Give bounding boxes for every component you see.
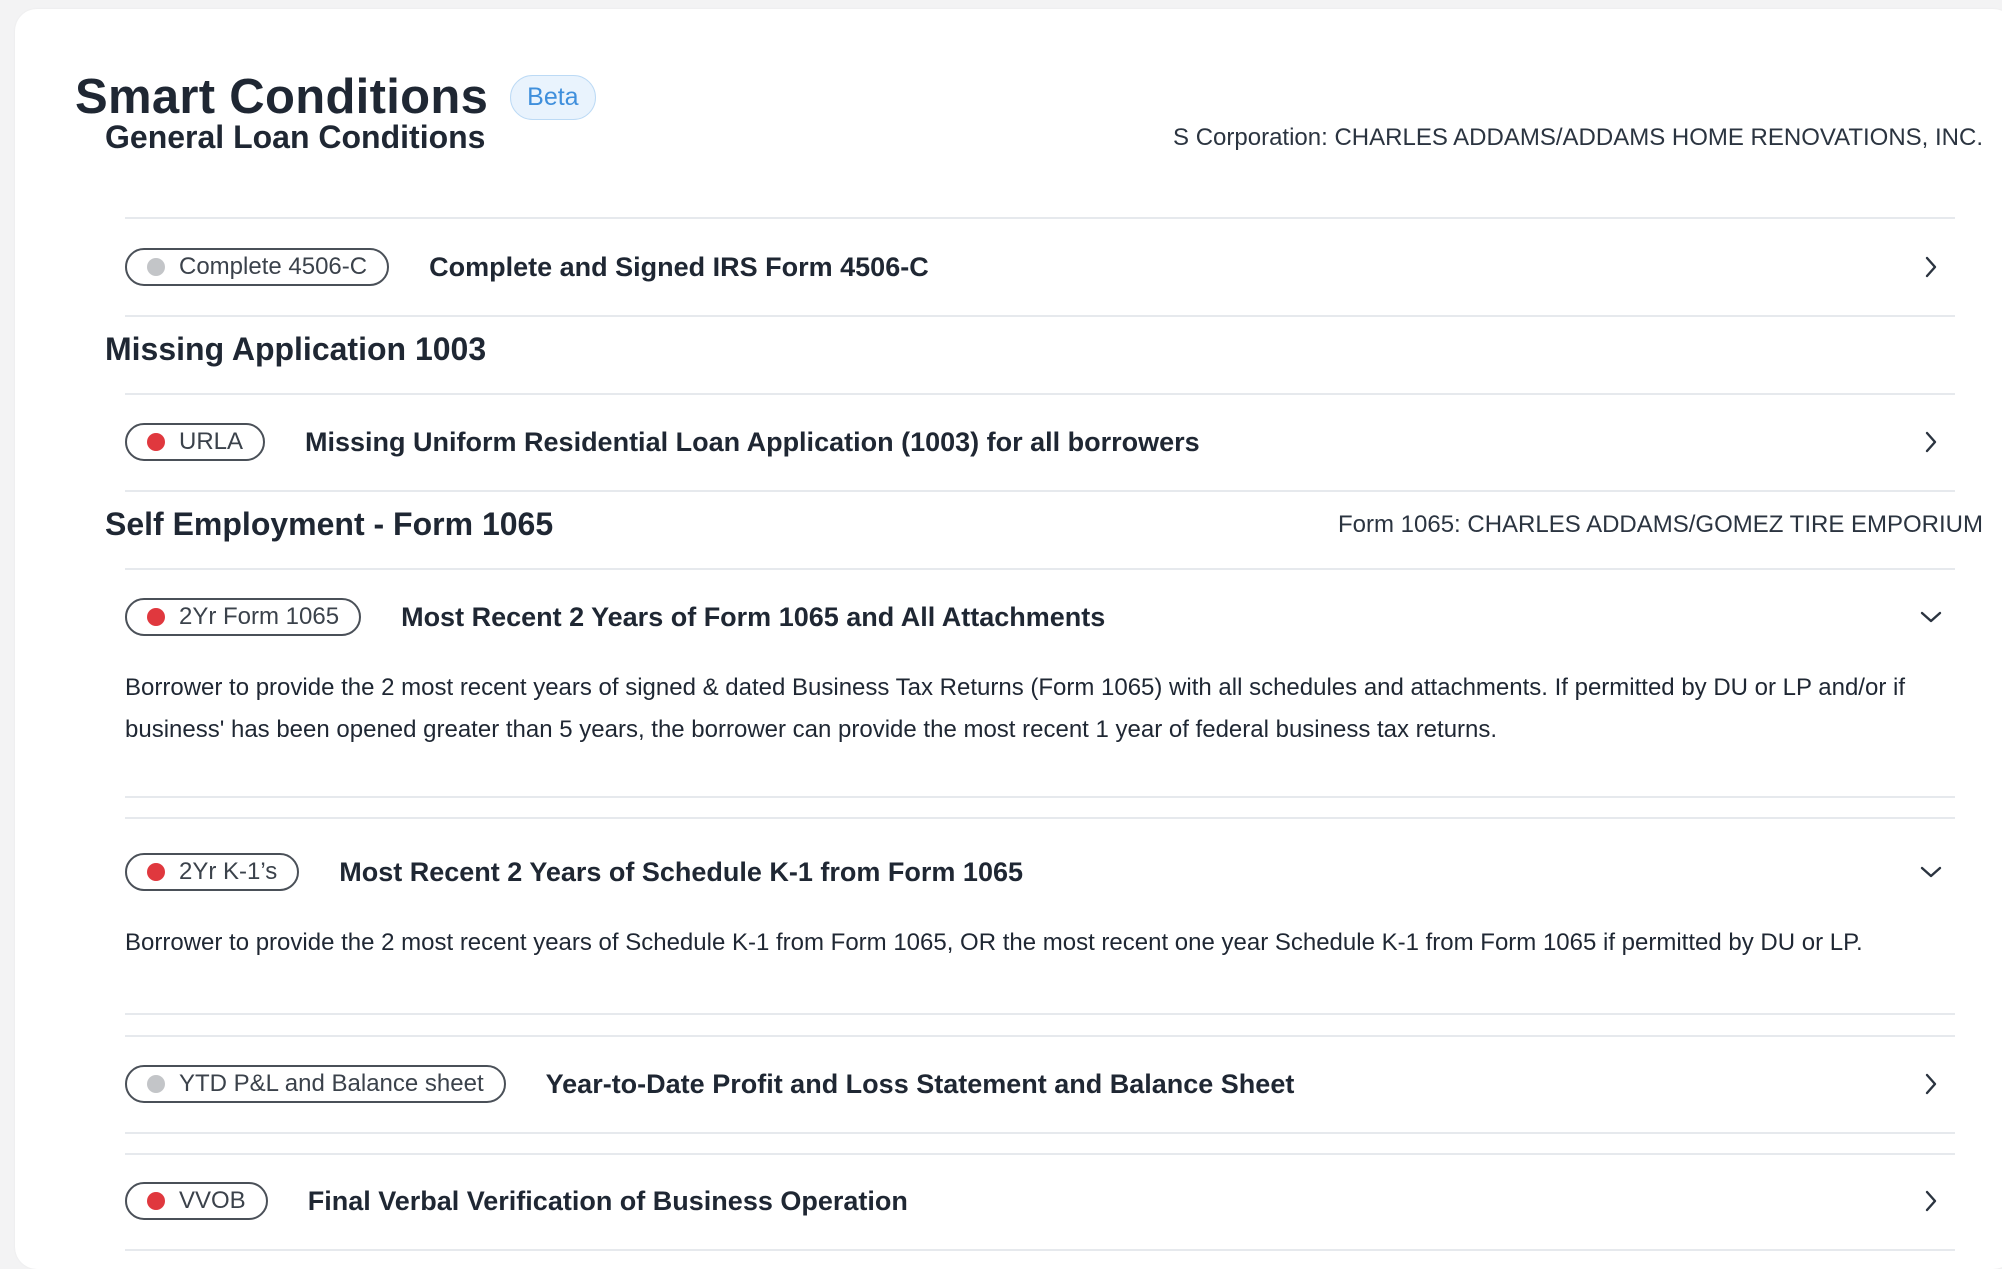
status-dot xyxy=(147,1075,165,1093)
condition-title: Year-to-Date Profit and Loss Statement and Balance Sheet xyxy=(545,1068,1295,1099)
condition-tag-label: Complete 4506-C xyxy=(179,253,368,280)
section-entity: Form 1065: CHARLES ADDAMS/GOMEZ TIRE EMPORIUM xyxy=(1337,510,1983,538)
divider xyxy=(125,1153,1955,1155)
section-title: Missing Application 1003 xyxy=(105,331,487,367)
status-dot xyxy=(147,258,165,276)
condition-tag-label: VVOB xyxy=(179,1187,246,1214)
condition-row-vvob[interactable] xyxy=(125,1175,1955,1227)
condition-row-2yr-form-1065[interactable] xyxy=(125,591,1955,643)
condition-description: Borrower to provide the 2 most recent years of signed & dated Business Tax Returns (Form 1065) with all schedules and attachments. If permitted by DU or LP and/or if business' has been opened greater than 5 years, the borrower can provide the most recent 1 year of federal business tax returns. xyxy=(125,674,1905,743)
section-entity: S Corporation: CHARLES ADDAMS/ADDAMS HOME RENOVATIONS, INC. xyxy=(1173,123,1983,151)
divider xyxy=(125,1035,1955,1037)
condition-title: Final Verbal Verification of Business Operation xyxy=(307,1185,908,1216)
divider xyxy=(125,1013,1955,1015)
condition-tag xyxy=(125,598,361,636)
condition-title: Most Recent 2 Years of Schedule K-1 from Form 1065 xyxy=(339,856,1023,887)
condition-tag xyxy=(125,1182,268,1220)
beta-badge: Beta xyxy=(510,75,595,120)
divider xyxy=(125,1132,1955,1134)
condition-row-urla[interactable] xyxy=(125,416,1955,468)
condition-tag-label: YTD P&L and Balance sheet xyxy=(179,1070,484,1097)
page-title: Smart Conditions xyxy=(75,70,489,124)
status-dot xyxy=(147,863,165,881)
condition-title: Missing Uniform Residential Loan Application (1003) for all borrowers xyxy=(305,426,1200,457)
condition-tag-label: 2Yr K-1’s xyxy=(179,858,278,885)
section-title: General Loan Conditions xyxy=(105,119,486,155)
condition-tag xyxy=(125,1065,506,1103)
divider xyxy=(125,490,1955,492)
smart-conditions-panel xyxy=(15,9,2002,1269)
divider xyxy=(125,1249,1955,1251)
condition-title: Complete and Signed IRS Form 4506-C xyxy=(429,251,929,282)
divider xyxy=(125,315,1955,317)
chevron-down-icon[interactable] xyxy=(1917,603,1945,631)
chevron-down-icon[interactable] xyxy=(1917,858,1945,886)
condition-row-2yr-k1s[interactable] xyxy=(125,846,1955,898)
condition-tag xyxy=(125,853,299,891)
divider xyxy=(125,817,1955,819)
status-dot xyxy=(147,608,165,626)
chevron-right-icon[interactable] xyxy=(1917,1070,1945,1098)
status-dot xyxy=(147,1192,165,1210)
condition-description: Borrower to provide the 2 most recent years of Schedule K-1 from Form 1065, OR the most recent one year Schedule K-1 from Form 1065 if permitted by DU or LP. xyxy=(125,929,1863,956)
chevron-right-icon[interactable] xyxy=(1917,428,1945,456)
condition-row-complete-4506c[interactable] xyxy=(125,241,1955,293)
condition-tag-label: 2Yr Form 1065 xyxy=(179,603,340,630)
chevron-right-icon[interactable] xyxy=(1917,253,1945,281)
section-missing-application-1003 xyxy=(105,331,1983,368)
section-self-employment-form-1065 xyxy=(105,506,1983,543)
divider xyxy=(125,796,1955,798)
condition-row-ytd-pl-balance-sheet[interactable] xyxy=(125,1058,1955,1110)
condition-tag-label: URLA xyxy=(179,428,244,455)
page-header xyxy=(75,69,596,125)
section-title: Self Employment - Form 1065 xyxy=(105,506,554,542)
chevron-right-icon[interactable] xyxy=(1917,1187,1945,1215)
section-general-loan-conditions xyxy=(105,119,1983,156)
condition-tag xyxy=(125,423,265,461)
divider xyxy=(125,568,1955,570)
divider xyxy=(125,217,1955,219)
divider xyxy=(125,393,1955,395)
condition-tag xyxy=(125,248,389,286)
status-dot xyxy=(147,433,165,451)
condition-title: Most Recent 2 Years of Form 1065 and All Attachments xyxy=(401,601,1106,632)
